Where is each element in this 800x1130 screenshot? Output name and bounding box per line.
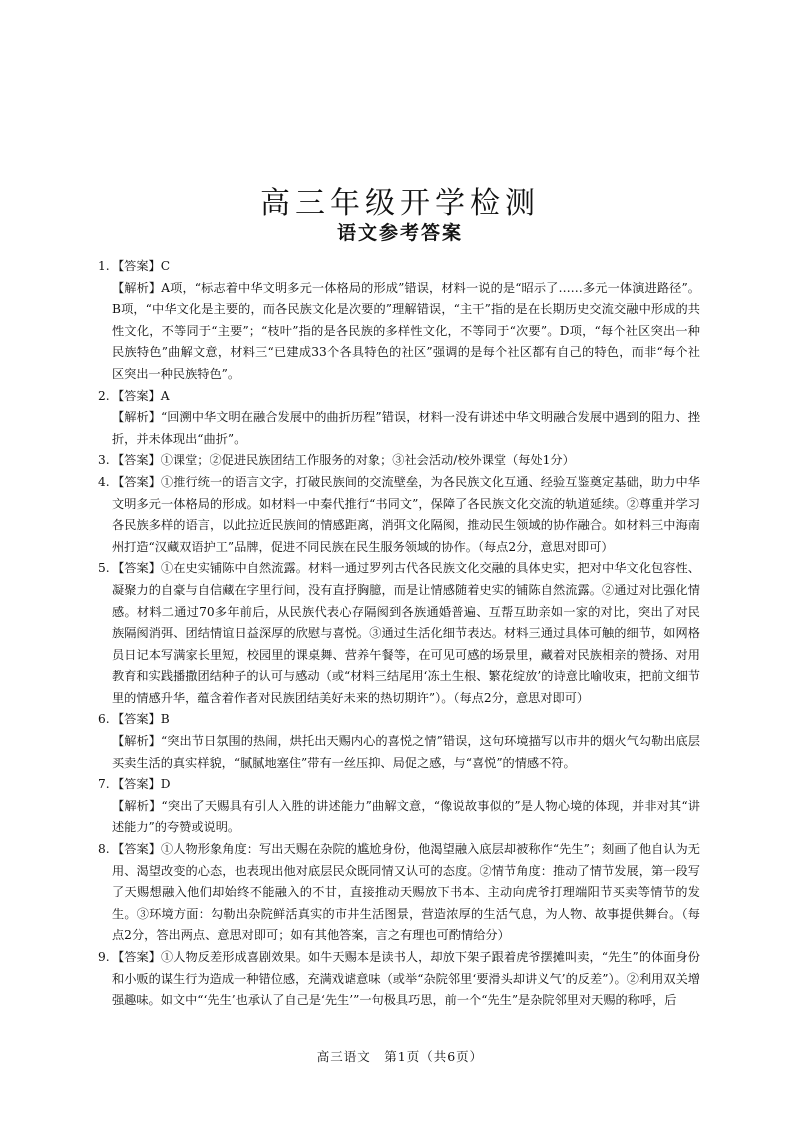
analysis-text: 【解析】A项，“标志着中华文明多元一体格局的形成”错误，材料一说的是“昭示了……多元一体演进路径”。B项，“中华文化是主要的，而各民族文化是次要的”理解错误，“主干”指的是在长期历史交流交融中形成的共性文化，不等同于“主要”；“枝叶”指的是各民族的多样性文化，不等同于“次要”。D项，“每个社区突出一种民族特色”曲解文意，材料三“已建成33个各具特色的社区”强调的是每个社区都有自己的特色，而非“每个社区突出一种民族特色”。 [112,280,700,381]
answer-text: 【答案】D [112,777,171,792]
question-number: 2. [98,388,110,403]
answer-item-8 [98,839,700,947]
question-number: 3. [98,453,110,468]
answer-item-1 [98,256,700,386]
question-number: 8. [98,842,110,857]
answer-item-5 [98,558,700,709]
answer-text: 【答案】①在史实铺陈中自然流露。材料一通过罗列古代各民族文化交融的具体史实，把对中华文化包容性、凝聚力的自豪与自信藏在字里行间，没有直抒胸臆，而是让情感随着史实的铺陈自然流露。②通过对比强化情感。材料二通过70多年前后，从民族代表心存隔阂到各族通婚普遍、互帮互助亲如一家的对比，突出了对民族隔阂消弭、团结情谊日益深厚的欣慰与喜悦。③通过生活化细节表达。材料三通过具体可触的细节，如网格员日记本写满家长里短，校园里的课桌舞、营养午餐等，在可见可感的场景里，藏着对民族相亲的赞扬、对用教育和实践播撒团结种子的认可与感动（或“材料三结尾用‘冻土生根、繁花绽放’的诗意比喻收束，把前文细节里的情感升华，蕴含着作者对民族团结美好未来的热切期许”）。（每点2分，意思对即可） [112,561,700,705]
answer-text: 【答案】C [112,259,171,273]
answer-item-6 [98,709,700,774]
answer-text: 【答案】①推行统一的语言文字，打破民族间的交流壁垒，为各民族文化互通、经验互鉴奠定基础，助力中华文明多元一体格局的形成。如材料一中秦代推行“书同文”，保障了各民族文化交流的轨道延续。②尊重并学习各民族多样的语言，以此拉近民族间的情感距离，消弭文化隔阂，推动民生领域的协作融合。如材料三中海南州打造“汉藏双语护工”品牌，促进不同民族在民生服务领域的协作。（每点2分，意思对即可） [112,474,700,554]
page-subtitle: 语文参考答案 [336,222,463,244]
answer-text: 【答案】①人物反差形成喜剧效果。如牛天赐本是读书人，却放下架子跟着虎爷摆摊叫卖，“先生”的体面身份和小贩的谋生行为造成一种错位感，充满戏谑意味（或举“杂院邻里‘要滑头却讲义气’的反差”）。②利用双关增强趣味。如文中“‘先生’也承认了自己是‘先生’”一句极具巧思，前一个“先生”是杂院邻里对天赐的称呼，后 [112,950,700,1008]
analysis-text: 【解析】“突出节日氛围的热闹，烘托出天赐内心的喜悦之情”错误，这句环境描写以市井的烟火气勾勒出底层买卖生活的真实样貌，“腻腻地塞住”带有一丝压抑、局促之感，与“喜悦”的情感不符。 [112,734,700,770]
analysis-text: 【解析】“回溯中华文明在融合发展中的曲折历程”错误，材料一没有讲述中华文明融合发展中遇到的阻力、挫折，并未体现出“曲折”。 [112,410,700,446]
answer-item-9 [98,947,700,1012]
page-title: 高三年级开学检测 [260,186,540,221]
answer-text: 【答案】A [112,388,170,403]
question-number: 9. [98,950,110,964]
answer-list [98,256,700,1012]
answer-item-7 [98,774,700,839]
answer-text: 【答案】①课堂；②促进民族团结工作服务的对象；③社会活动/校外课堂（每处1分） [112,453,575,468]
answer-item-3 [98,450,700,472]
question-number: 6. [98,712,110,727]
question-number: 1. [98,259,110,273]
answer-item-4 [98,472,700,558]
question-number: 5. [98,561,110,576]
question-number: 7. [98,777,110,792]
question-number: 4. [98,474,110,489]
answer-text: 【答案】B [112,712,170,727]
answer-item-2 [98,386,700,451]
page-footer: 高三语文 第1页（共6页） [316,1049,484,1064]
analysis-text: 【解析】“突出了天赐具有引人入胜的讲述能力”曲解文意，“像说故事似的”是人物心境的体现，并非对其“讲述能力”的夸赞或说明。 [112,798,700,835]
answer-text: 【答案】①人物形象角度：写出天赐在杂院的尴尬身份，他渴望融入底层却被称作“先生”；刻画了他自认为无用、渴望改变的心态，也表现出他对底层民众既同情又认可的态度。②情节角度：推动了情节发展，第一段写了天赐想融入他们却始终不能融入的不甘，直接推动天赐放下书本、主动向虎爷打理端阳节买卖等情节的发生。③环境方面：勾勒出杂院鲜活真实的市井生活图景，营造浓厚的生活气息，为人物、故事提供舞台。（每点2分，答出两点、意思对即可；如有其他答案，言之有理也可酌情给分） [112,842,700,943]
